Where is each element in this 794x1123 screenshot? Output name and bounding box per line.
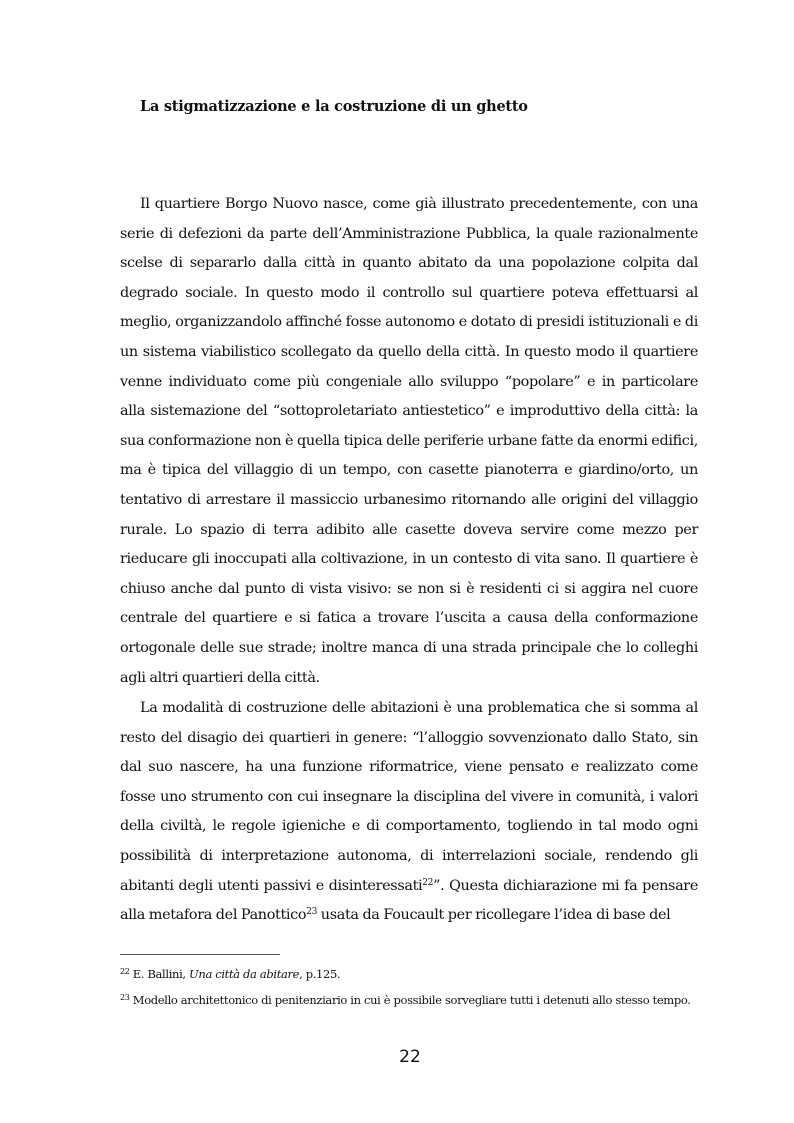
page-number: 22 bbox=[399, 1047, 421, 1067]
footnotes bbox=[120, 966, 698, 1008]
footnote-ref-23[interactable]: 23 bbox=[306, 907, 317, 918]
section-heading: La stigmatizzazione e la costruzione di un ghetto bbox=[140, 98, 528, 115]
footnote-text: , p.125. bbox=[299, 967, 341, 981]
footnote-ref-22[interactable]: 22 bbox=[422, 877, 434, 888]
footnote-number: 23 bbox=[120, 993, 130, 1002]
paragraph-2-part-2: ”. Questa dichiarazione mi fa pensare alla metafora del Panottico bbox=[120, 877, 698, 924]
footnote-text: E. Ballini, bbox=[129, 967, 190, 981]
footnote-23 bbox=[120, 992, 698, 1008]
paragraph-1: Il quartiere Borgo Nuovo nasce, come già illustrato precedentemente, con una serie di defezioni da parte dell’Amministrazione Pubblica, la quale razionalmente scelse di separarlo dalla città in quanto abitato da una popolazione colpita dal degrado sociale. In questo modo il controllo sul quartiere poteva effettuarsi al meglio, organizzandolo affinché fosse autonomo e dotato di presidi istituzionali e di un sistema viabilistico scollegato da quello della città. In questo modo il quartiere venne individuato come più congeniale allo sviluppo “popolare” e in particolare alla sistemazione del “sottoproletariato antiestetico” e improduttivo della città: la sua conformazione non è quella tipica delle periferie urbane fatte da enormi edifici, ma è tipica del villaggio di un tempo, con casette pianoterra e giardino/orto, un tentativo di arrestare il massiccio urbanesimo ritornando alle origini del villaggio rurale. Lo spazio di terra adibito alle casette doveva servire come mezzo per rieducare gli inoccupati alla coltivazione, in un contesto di vita sano. Il quartiere è chiuso anche dal punto di vista visivo: se non si è residenti ci si aggira nel cuore centrale del quartiere e si fatica a trovare l’uscita a causa della conformazione ortogonale delle sue strade; inoltre manca di una strada principale che lo colleghi agli altri quartieri della città. bbox=[120, 196, 698, 686]
body-text bbox=[120, 190, 698, 931]
footnote-22 bbox=[120, 966, 698, 982]
footnote-number: 22 bbox=[120, 967, 130, 976]
footnote-text: Modello architettonico di penitenziario in cui è possibile sorvegliare tutti i detenuti allo stesso tempo. bbox=[129, 993, 691, 1007]
paragraph-2-part-1: La modalità di costruzione delle abitazioni è una problematica che si somma al resto del disagio dei quartieri in genere: “l’alloggio sovvenzionato dallo Stato, sin dal suo nascere, ha una funzione riformatrice, viene pensato e realizzato come fosse uno strumento con cui insegnare la disciplina del vivere in comunità, i valori della civiltà, le regole igieniche e di comportamento, togliendo in tal modo ogni possibilità di interpretazione autonoma, di interrelazioni sociale, rendendo gli abitanti degli utenti passivi e disinteressati bbox=[120, 700, 698, 894]
footnote-separator bbox=[120, 954, 280, 955]
footnote-book-title: Una città da abitare bbox=[189, 967, 300, 981]
paragraph-2-part-3: usata da Foucault per ricollegare l’idea di base del bbox=[316, 907, 671, 924]
paragraph-2 bbox=[120, 694, 698, 931]
